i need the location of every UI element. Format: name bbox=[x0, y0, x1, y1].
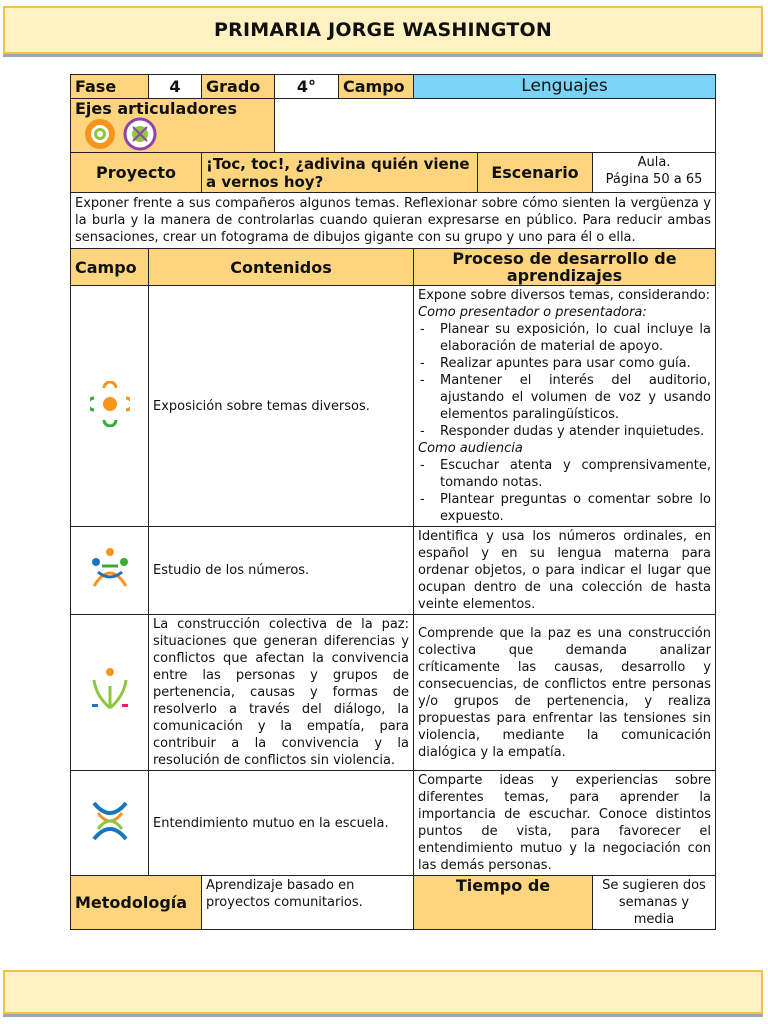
grado-value: 4° bbox=[275, 75, 339, 99]
proceso-1-list2 bbox=[418, 457, 711, 525]
lenguajes-icon bbox=[90, 381, 130, 427]
header-proceso: Proceso de desarrollo de aprendizajes bbox=[414, 249, 716, 286]
interculturalidad-icon bbox=[123, 117, 157, 151]
tiempo-label: Tiempo de bbox=[414, 876, 593, 930]
campo-icon-cell bbox=[71, 527, 149, 615]
contenido-4: Entendimiento mutuo en la escuela. bbox=[149, 771, 414, 876]
ejes-label: Ejes articuladores bbox=[75, 99, 238, 118]
list-item: - Realizar apuntes para usar como guía. bbox=[418, 355, 711, 372]
campo-label: Campo bbox=[339, 75, 414, 99]
proyecto-value: ¡Toc, toc!, ¿adivina quién viene a vernos hoy? bbox=[202, 153, 478, 193]
contenido-1: Exposición sobre temas diversos. bbox=[149, 286, 414, 527]
ejes-empty bbox=[275, 99, 716, 153]
list-item: - Escuchar atenta y comprensivamente, tomando notas. bbox=[418, 457, 711, 491]
proceso-2: Identifica y usa los números ordinales, en español y en su lengua materna para ordenar objetos, o para indicar el lugar que ocupan dentro de una colección de hasta veinte elementos. bbox=[414, 527, 716, 615]
ejes-label-cell bbox=[71, 99, 275, 153]
tiempo-value: Se sugieren dos semanas y media bbox=[593, 876, 716, 930]
header-banner bbox=[3, 6, 763, 54]
campo-value: Lenguajes bbox=[414, 75, 716, 99]
proceso-3: Comprende que la paz es una construcción colectiva que demanda analizar críticamente las causas, desarrollo y consecuencias, de conflictos entre personas y/o grupos de pertenencia, y realiza propuestas para enfrentar las tensiones sin violencia, mediante la comunicación dialógica y la empatía. bbox=[414, 615, 716, 771]
list-item: - Responder dudas y atender inquietudes. bbox=[418, 423, 711, 440]
proceso-1-sub2: Como audiencia bbox=[418, 441, 523, 456]
saberes-icon bbox=[88, 546, 132, 590]
header-campo: Campo bbox=[71, 249, 149, 286]
footer-banner bbox=[3, 970, 763, 1014]
school-title: PRIMARIA JORGE WASHINGTON bbox=[214, 19, 552, 41]
grado-label: Grado bbox=[202, 75, 275, 99]
campo-icon-cell bbox=[71, 771, 149, 876]
contenido-3: La construcción colectiva de la paz: situaciones que generan diferencias y conflictos que afectan la convivencia entre las personas y grupos de pertenencia, causas y formas de resolverlo a través del diálogo, la comunicación y la empatía, para contribuir a la convivencia y la resolución de conflictos sin violencia. bbox=[149, 615, 414, 771]
humano-icon bbox=[88, 799, 132, 843]
planning-table-wrapper bbox=[70, 74, 715, 930]
planning-table bbox=[70, 74, 716, 930]
proceso-1-sub1: Como presentador o presentadora: bbox=[418, 305, 647, 320]
proceso-1-list1 bbox=[418, 321, 711, 440]
proceso-1 bbox=[414, 286, 716, 527]
list-item: - Plantear preguntas o comentar sobre lo expuesto. bbox=[418, 491, 711, 525]
proceso-1-intro: Expone sobre diversos temas, considerando: bbox=[418, 288, 711, 303]
proyecto-label: Proyecto bbox=[71, 153, 202, 193]
metodologia-label: Metodología bbox=[71, 876, 202, 930]
etica-icon bbox=[90, 666, 130, 714]
inclusion-icon bbox=[83, 117, 117, 151]
escenario-label: Escenario bbox=[478, 153, 593, 193]
description: Exponer frente a sus compañeros algunos temas. Reflexionar sobre cómo sienten la vergüenza y la burla y la manera de controlarlas cuando quieran expresarse en público. Para reducir ambas sensaciones, crear un fotograma de dibujos gigante con su grupo y uno para él o ella. bbox=[71, 193, 716, 249]
metodologia-value: Aprendizaje basado en proyectos comunitarios. bbox=[202, 876, 414, 930]
fase-value: 4 bbox=[149, 75, 202, 99]
contenido-2: Estudio de los números. bbox=[149, 527, 414, 615]
list-item: - Planear su exposición, lo cual incluye la elaboración de material de apoyo. bbox=[418, 321, 711, 355]
proceso-4: Comparte ideas y experiencias sobre diferentes temas, para aprender la importancia de escuchar. Conoce distintos puntos de vista, para favorecer el entendimiento mutuo y la negociación con las demás personas. bbox=[414, 771, 716, 876]
campo-icon-cell bbox=[71, 615, 149, 771]
escenario-value: Aula. bbox=[637, 155, 671, 170]
header-contenidos: Contenidos bbox=[149, 249, 414, 286]
pagina-value: Página 50 a 65 bbox=[605, 172, 703, 187]
ejes-icons bbox=[83, 117, 157, 151]
escenario-cell bbox=[593, 153, 716, 193]
fase-label: Fase bbox=[71, 75, 149, 99]
list-item: - Mantener el interés del auditorio, ajustando el volumen de voz y usando elementos paralingüísticos. bbox=[418, 372, 711, 423]
campo-icon-cell bbox=[71, 286, 149, 527]
